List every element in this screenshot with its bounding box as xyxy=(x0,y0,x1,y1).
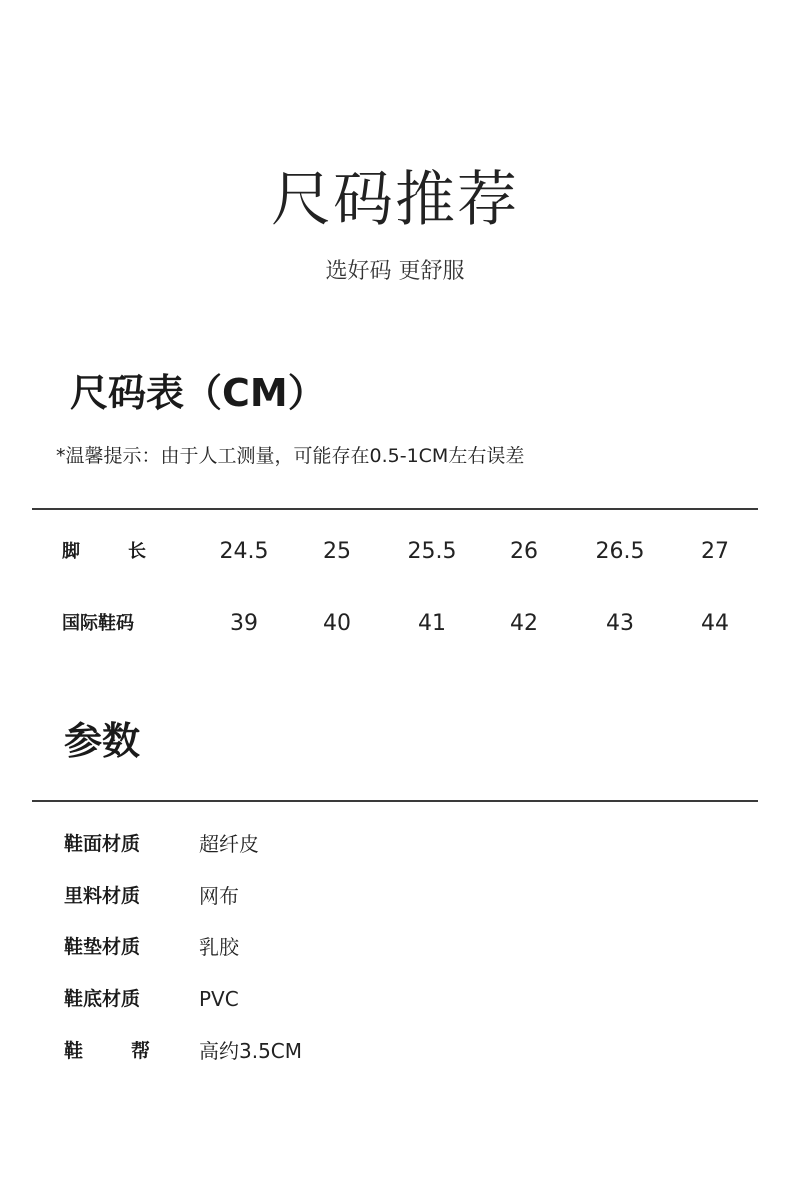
param-label-char: 鞋 xyxy=(64,1040,84,1062)
param-value: 超纤皮 xyxy=(199,832,259,856)
size-cell: 25 xyxy=(323,539,351,564)
size-chart-title: 尺码表（CM） xyxy=(70,371,326,415)
param-label: 里料材质 xyxy=(64,885,141,907)
param-label: 鞋底材质 xyxy=(64,988,141,1010)
param-row xyxy=(0,930,790,964)
params-title: 参数 xyxy=(64,719,141,763)
param-value: 乳胶 xyxy=(199,935,239,959)
param-label: 鞋面材质 xyxy=(64,833,141,855)
size-cell: 26.5 xyxy=(595,539,645,564)
size-cell: 39 xyxy=(230,611,258,636)
param-value: PVC xyxy=(199,987,239,1011)
size-row-label-char: 长 xyxy=(128,541,146,562)
param-row xyxy=(0,982,790,1016)
param-value: 高约3.5CM xyxy=(199,1039,303,1063)
param-row xyxy=(0,827,790,861)
size-cell: 26 xyxy=(510,539,538,564)
param-value: 网布 xyxy=(199,884,239,908)
size-row-foot-length xyxy=(0,532,790,572)
size-cell: 24.5 xyxy=(219,539,269,564)
page-title: 尺码推荐 xyxy=(271,165,519,235)
size-cell: 43 xyxy=(606,611,634,636)
param-label-char: 帮 xyxy=(130,1040,150,1062)
param-label: 鞋垫材质 xyxy=(64,936,141,958)
page-subtitle: 选好码 更舒服 xyxy=(325,259,465,284)
size-cell: 41 xyxy=(418,611,446,636)
size-row-label-char: 脚 xyxy=(62,541,80,562)
param-label xyxy=(64,1034,150,1068)
params-top-divider xyxy=(32,800,758,802)
size-cell: 44 xyxy=(701,611,729,636)
size-row-international xyxy=(0,604,790,644)
param-row xyxy=(0,879,790,913)
size-cell: 42 xyxy=(510,611,538,636)
size-cell: 25.5 xyxy=(407,539,457,564)
size-row-label: 国际鞋码 xyxy=(62,613,134,634)
size-chart-notice: *温馨提示：由于人工测量，可能存在0.5-1CM左右误差 xyxy=(56,445,525,467)
param-row xyxy=(0,1034,790,1068)
size-chart-top-divider xyxy=(32,508,758,510)
size-cell: 40 xyxy=(323,611,351,636)
size-row-label xyxy=(62,532,150,572)
size-cell: 27 xyxy=(701,539,729,564)
